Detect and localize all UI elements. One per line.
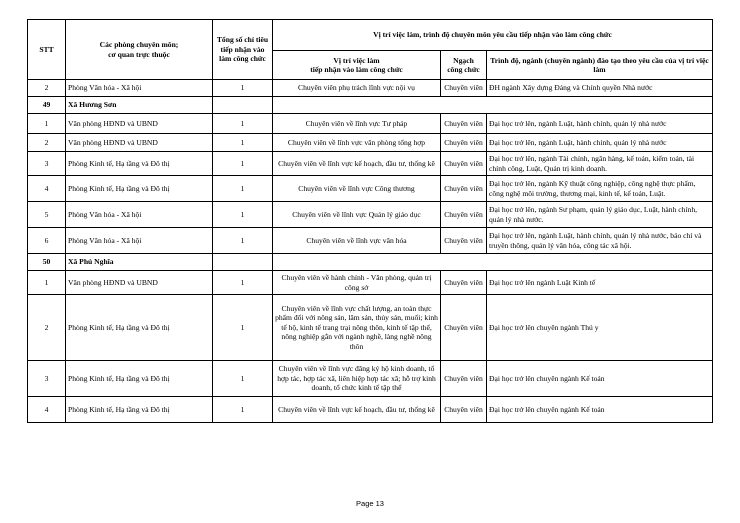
table-row [28,271,713,295]
table-body [28,80,713,423]
row-rank: Chuyên viên [441,176,487,202]
row-unit: Phòng Văn hóa - Xã hội [66,228,213,254]
table-row [28,397,713,423]
header-position: Vị trí việc làm tiếp nhận vào làm công chức [273,51,441,80]
row-qualification: Đại học trở lên chuyên ngành Kế toán [487,397,713,423]
row-qualification: Đại học trở lên, ngành Luật, hành chính, quản lý nhà nước [487,134,713,152]
row-qualification: ĐH ngành Xây dựng Đảng và Chính quyền Nhà nước [487,80,713,97]
row-stt: 3 [28,152,66,176]
row-position: Chuyên viên về lĩnh vực Công thương [273,176,441,202]
row-position: Chuyên viên về lĩnh vực Quản lý giáo dục [273,202,441,228]
row-stt: 4 [28,176,66,202]
section-row [28,97,713,114]
row-stt: 6 [28,228,66,254]
row-rank: Chuyên viên [441,295,487,361]
row-stt: 1 [28,271,66,295]
row-unit: Phòng Kinh tế, Hạ tầng và Đô thị [66,176,213,202]
row-rank: Chuyên viên [441,202,487,228]
row-position: Chuyên viên về lĩnh vực kế hoạch, đầu tư, thống kê [273,152,441,176]
row-stt: 2 [28,295,66,361]
row-position: Chuyên viên về lĩnh vực văn phòng tổng hợp [273,134,441,152]
section-row [28,254,713,271]
row-rank: Chuyên viên [441,152,487,176]
row-count: 1 [213,202,273,228]
row-stt: 2 [28,80,66,97]
page-number: Page 13 [356,499,384,508]
row-rank: Chuyên viên [441,228,487,254]
row-count: 1 [213,80,273,97]
row-unit: Văn phòng HĐND và UBND [66,271,213,295]
row-count: 1 [213,228,273,254]
table-row [28,176,713,202]
row-position: Chuyên viên về lĩnh vực kế hoạch, đầu tư, thống kê [273,397,441,423]
header-group: Vị trí việc làm, trình độ chuyên môn yêu cầu tiếp nhận vào làm công chức [273,20,713,51]
row-unit: Phòng Văn hóa - Xã hội [66,80,213,97]
row-count: 1 [213,152,273,176]
row-count: 1 [213,134,273,152]
row-count: 1 [213,176,273,202]
section-name: Xã Hương Sơn [66,97,213,114]
row-rank: Chuyên viên [441,361,487,397]
row-rank: Chuyên viên [441,80,487,97]
row-qualification: Đại học trở lên chuyên ngành Thú y [487,295,713,361]
section-number: 50 [28,254,66,271]
row-unit: Phòng Kinh tế, Hạ tầng và Đô thị [66,361,213,397]
row-qualification: Đại học trở lên, ngành Kỹ thuật công nghiệp, công nghệ thực phẩm, công nghệ môi trường, thương mại, kinh tế, kế toán, Luật. [487,176,713,202]
row-unit: Phòng Kinh tế, Hạ tầng và Đô thị [66,295,213,361]
row-qualification: Đại học trở lên, ngành Sư phạm, quản lý giáo dục, Luật, hành chính, quản lý nhà nước. [487,202,713,228]
section-empty-cell [273,254,713,271]
table-row [28,295,713,361]
row-stt: 1 [28,114,66,134]
row-count: 1 [213,271,273,295]
table-row [28,152,713,176]
header-rank: Ngạch công chức [441,51,487,80]
row-position: Chuyên viên phụ trách lĩnh vực nội vụ [273,80,441,97]
row-unit: Phòng Kinh tế, Hạ tầng và Đô thị [66,152,213,176]
table-row [28,114,713,134]
row-rank: Chuyên viên [441,134,487,152]
header-total: Tổng số chỉ tiêu tiếp nhận vào làm công chức [213,20,273,80]
row-count: 1 [213,361,273,397]
table-row [28,134,713,152]
table-row [28,202,713,228]
row-qualification: Đại học trở lên ngành Luật Kinh tế [487,271,713,295]
row-unit: Văn phòng HĐND và UBND [66,114,213,134]
row-qualification: Đại học trở lên, ngành Tài chính, ngân hàng, kế toán, kiểm toán, tài chính công, Luật, Quản trị kinh doanh. [487,152,713,176]
row-count: 1 [213,114,273,134]
row-stt: 4 [28,397,66,423]
section-number: 49 [28,97,66,114]
row-stt: 3 [28,361,66,397]
row-position: Chuyên viên về lĩnh vực văn hóa [273,228,441,254]
section-name: Xã Phú Nghĩa [66,254,213,271]
staffing-table [27,19,713,423]
row-rank: Chuyên viên [441,271,487,295]
row-position: Chuyên viên về lĩnh vực chất lượng, an toàn thực phẩm đối với nông sản, lâm sản, thủy sản, muối; kinh tế hộ, kinh tế trang trại nông thôn, kinh tế tập thể, nông nghiệp gắn với ngành nghề, làng nghề nông thôn [273,295,441,361]
row-unit: Phòng Văn hóa - Xã hội [66,202,213,228]
header-stt: STT [28,20,66,80]
row-stt: 5 [28,202,66,228]
row-rank: Chuyên viên [441,114,487,134]
section-empty-cell [273,97,713,114]
row-stt: 2 [28,134,66,152]
row-position: Chuyên viên về hành chính - Văn phòng, quản trị công sở [273,271,441,295]
row-qualification: Đại học trở lên chuyên ngành Kế toán [487,361,713,397]
section-empty-cell [213,97,273,114]
row-rank: Chuyên viên [441,397,487,423]
row-count: 1 [213,397,273,423]
table-row [28,80,713,97]
table-row [28,228,713,254]
row-unit: Phòng Kinh tế, Hạ tầng và Đô thị [66,397,213,423]
row-position: Chuyên viên về lĩnh vực Tư pháp [273,114,441,134]
section-empty-cell [213,254,273,271]
row-count: 1 [213,295,273,361]
table-row [28,361,713,397]
row-qualification: Đại học trở lên, ngành Luật, hành chính, quản lý nhà nước [487,114,713,134]
row-position: Chuyên viên về lĩnh vực đăng ký hộ kinh doanh, tổ hợp tác, hợp tác xã, liên hiệp hợp tác xã; hỗ trợ kinh doanh, tổ chức kinh tế tập thể [273,361,441,397]
header-unit: Các phòng chuyên môn; cơ quan trực thuộc [66,20,213,80]
row-unit: Văn phòng HĐND và UBND [66,134,213,152]
header-qualification: Trình độ, ngành (chuyên ngành) đào tạo theo yêu cầu của vị trí việc làm [487,51,713,80]
row-qualification: Đại học trở lên, ngành Luật, hành chính, quản lý nhà nước, báo chí và truyền thông, quản lý văn hóa, công tác xã hội. [487,228,713,254]
